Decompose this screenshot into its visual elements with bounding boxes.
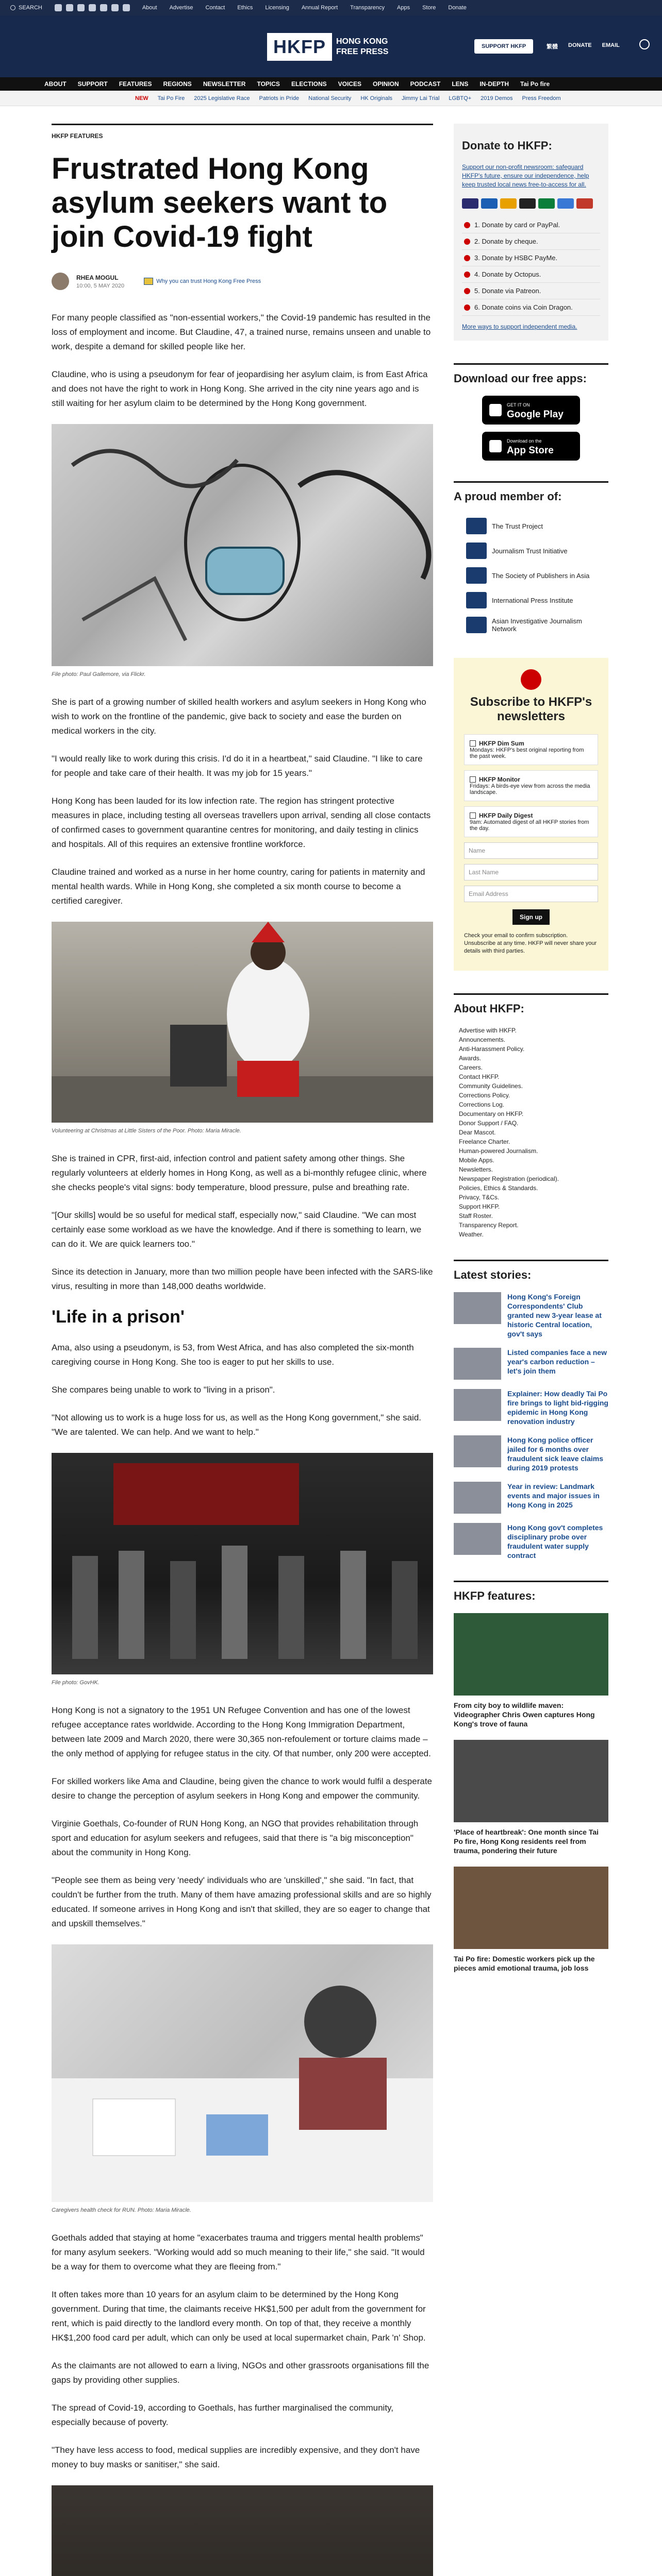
trust-link[interactable] [144, 278, 261, 285]
story-thumbnail [454, 1292, 501, 1324]
paragraph: For many people classified as "non-essential workers," the Covid-19 pandemic has resulted in the loss of employment and income. But Claudine, 47, a trained nurse, remains unseen and unable to work, despite a demand for skilled people like her. [52, 313, 431, 351]
photo-caption: File photo: GovHK. [52, 1680, 100, 1686]
nav-opinion[interactable]: OPINION [372, 80, 399, 88]
google-play-large: Google Play [507, 409, 564, 420]
trust-project-icon [144, 278, 153, 285]
story-headline: Hong Kong police officer jailed for 6 months over fraudulent sick leave claims during 2019 protests [507, 1436, 603, 1472]
feature-thumbnail [454, 1867, 608, 1949]
topbar-link-about[interactable]: About [142, 5, 157, 11]
card-icon [481, 198, 498, 209]
photo-caption: Caregivers health check for RUN. Photo: Maria Miracle. [52, 2207, 191, 2213]
publish-date: 10:00, 5 MAY 2020 [76, 282, 125, 289]
language-link[interactable]: 繁體 [547, 44, 558, 50]
search-label: SEARCH [19, 5, 42, 11]
about-item[interactable]: Donor Support / FAQ. [459, 1120, 519, 1127]
trending-item[interactable]: Patriots in Pride [259, 95, 300, 101]
latest-title: Latest stories: [454, 1260, 608, 1282]
photo-caption: File photo: Paul Gallemore, via Flickr. [52, 671, 146, 677]
trust-link-label: Why you can trust Hong Kong Free Press [156, 278, 261, 284]
site-logo[interactable] [267, 33, 388, 61]
paragraph: It often takes more than 10 years for an asylum claim to be determined by the Hong Kong government. During that time, the claimants receive HK$1,500 per adult from the government for rent, which is paid directly to the landlord every month. On top of that, they receive a monthly HK$1,200 food card per adult, which can only be used at local supermarket chain, Park 'n' Shop. [52, 2290, 426, 2343]
paragraph: For skilled workers like Ama and Claudine, being given the chance to work would fulfil a desperate desire to change the perception of asylum seekers in Hong Kong and empower the community. [52, 1776, 433, 1801]
logo-text [336, 37, 388, 57]
latest-story[interactable] [454, 1389, 608, 1426]
newsletter-name: HKFP Monitor [479, 776, 520, 783]
app-store-text [507, 436, 554, 456]
donate-option[interactable] [462, 299, 600, 316]
latest-story[interactable] [454, 1292, 608, 1338]
about-item[interactable]: Newsletters. [459, 1166, 493, 1173]
donate-title: Donate to HKFP: [462, 139, 552, 152]
about-title: About HKFP: [454, 993, 608, 1015]
member-name: Journalism Trust Initiative [492, 547, 568, 555]
donate-option-label: 5. Donate via Patreon. [474, 287, 541, 295]
about-item[interactable]: Documentary on HKFP. [459, 1110, 524, 1117]
nav-podcast[interactable]: PODCAST [410, 80, 441, 88]
member-org[interactable] [454, 613, 608, 637]
x-icon[interactable] [66, 4, 73, 11]
paragraph: Hong Kong has been lauded for its low infection rate. The region has stringent protective measures in place, including testing all overseas travellers upon arrival, sending all close contacts of confirmed cases to government quarantine centres for monitoring, and daily testing in clinics and hospitals. All of this requires an extensive frontline workforce. [52, 796, 431, 849]
donate-option-label: 6. Donate coins via Coin Dragon. [474, 303, 573, 311]
last-name-field[interactable]: Last Name [464, 864, 598, 880]
story-headline: Listed companies face a new year's carbon reduction – let's join them [507, 1348, 607, 1375]
member-org[interactable] [454, 538, 608, 563]
social-icons [55, 4, 130, 11]
newsletter-name: HKFP Daily Digest [479, 812, 533, 819]
crowd-illustration [52, 1453, 433, 1674]
nav-about[interactable]: ABOUT [44, 80, 67, 88]
byline [52, 273, 433, 290]
article-photo-crowd [52, 1453, 433, 1674]
donate-option-label: 4. Donate by Octopus. [474, 270, 541, 278]
photo-caption: Volunteering at Christmas at Little Sisters of the Poor. Photo: Maria Miracle. [52, 1128, 241, 1134]
email-field[interactable]: Email Address [464, 886, 598, 902]
member-org[interactable] [454, 514, 608, 538]
trending-item[interactable]: HK Originals [360, 95, 393, 101]
card-icon [576, 198, 593, 209]
paragraph: "Not allowing us to work is a huge loss for us, as well as the Hong Kong government," she said. "We are talented. We can help. And we want to help." [52, 1413, 421, 1437]
topbar-link-contact[interactable]: Contact [205, 5, 225, 11]
donate-bullet-icon [464, 288, 470, 294]
rss-icon[interactable] [111, 4, 119, 11]
latest-story[interactable] [454, 1348, 608, 1380]
story-headline: Hong Kong's Foreign Correspondents' Club granted new 3-year lease at historic Central location, gov't says [507, 1293, 602, 1338]
about-item[interactable]: Support HKFP. [459, 1203, 500, 1210]
logo-line-1: HONG KONG [336, 37, 388, 46]
paragraph-text: Hong Kong is not a signatory to the 1951 UN Refugee Convention and has one of the lowest refugee acceptance rates worldwide. According to the Hong Kong Immigration Department, between late 2009 and March 2020, there were 30,365 non-refoulement or torture claims made – the only method of applying for refugee status in the city. Of that number, only 200 were accepted. [52, 1705, 431, 1758]
article-title: Frustrated Hong Kong asylum seekers want to join Covid-19 fight [52, 152, 388, 253]
checkbox[interactable] [470, 740, 476, 747]
member-org[interactable] [454, 563, 608, 588]
about-item[interactable]: Contact HKFP. [459, 1073, 500, 1080]
newsletter-note: Check your email to confirm subscription. Unsubscribe at any time. HKFP will never share your details with third parties. [464, 933, 597, 954]
about-list [454, 1026, 608, 1239]
donate-option[interactable] [462, 283, 600, 299]
app-store-small: Download on the [507, 438, 542, 444]
google-play-small: GET IT ON [507, 402, 530, 408]
trending-bar [0, 91, 662, 106]
top-utility-bar [0, 0, 662, 15]
newsletter-box [454, 658, 608, 971]
donate-option-label: 3. Donate by HSBC PayMe. [474, 254, 558, 262]
email-icon[interactable] [123, 4, 130, 11]
paragraph: "I would really like to work during this crisis. I'd do it in a heartbeat," said Claudine. "I like to care for people and take care of their health. It was my job for 15 years." [52, 754, 423, 778]
features-title: HKFP features: [454, 1581, 608, 1603]
paragraph: "People see them as being very 'needy' individuals who are 'unskilled'," she said. "In fact, that couldn't be further from the truth. Many of them have amazing professional skills and are so highly educated. If someone arrives in Hong Kong and isn't that skilled, they are so eager to change that and upskill themselves." [52, 1875, 432, 1928]
feature-thumbnail [454, 1613, 608, 1696]
donate-box [454, 124, 608, 341]
donate-intro-link[interactable]: Support our non-profit newsroom: safeguard HKFP's future, ensure our independence, help keep trusted local news free-to-access for all. [462, 163, 589, 188]
trending-item[interactable]: Tai Po Fire [157, 95, 185, 101]
feature-thumbnail [454, 1740, 608, 1822]
feature-headline: From city boy to wildlife maven: Videographer Chris Owen captures Hong Kong's trove of fauna [454, 1701, 595, 1728]
donate-option-label: 2. Donate by cheque. [474, 238, 538, 245]
topbar-link-licensing[interactable]: Licensing [265, 5, 289, 11]
nav-elections[interactable]: ELECTIONS [291, 80, 327, 88]
site-header [0, 15, 662, 77]
nav-in-depth[interactable]: IN-DEPTH [479, 80, 509, 88]
email-link[interactable]: EMAIL [602, 42, 620, 48]
article-photo-graffiti [52, 424, 433, 666]
about-item[interactable]: Announcements. [459, 1036, 506, 1043]
author-name[interactable]: RHEA MOGUL [76, 274, 119, 281]
nav-lens[interactable]: LENS [452, 80, 469, 88]
card-icon [462, 198, 478, 209]
feature-story[interactable] [454, 1867, 608, 1973]
donate-bullet-icon [464, 272, 470, 278]
article [52, 124, 433, 2576]
app-store-button[interactable] [482, 432, 580, 461]
story-thumbnail [454, 1389, 501, 1421]
jti-logo [466, 543, 487, 559]
paragraph: Virginie Goethals, Co-founder of RUN Hong Kong, an NGO that provides rehabilitation through sport and education for asylum seekers and refugees, said that there is "a big misconception" about the community in Hong Kong. [52, 1819, 419, 1857]
donate-option[interactable] [462, 217, 600, 233]
author-avatar [52, 273, 69, 290]
paragraph: She is trained in CPR, first-aid, infection control and patient safety among other things. She regularly volunteers at elderly homes in Hong Kong, as well as a bi-monthly refugee clinic, where she checks people's vital signs: body temperature, blood pressure, pulse and breathing rate. [52, 1154, 427, 1192]
trending-item[interactable]: Jimmy Lai Trial [402, 95, 440, 101]
trending-new-label: NEW [135, 95, 148, 101]
signup-button[interactable]: Sign up [512, 909, 550, 925]
trending-item[interactable]: Press Freedom [522, 95, 561, 101]
section-subheading: 'Life in a prison' [52, 1307, 185, 1327]
sopa-logo [466, 567, 487, 584]
newsletter-option[interactable] [464, 734, 598, 765]
nav-regions[interactable]: REGIONS [163, 80, 192, 88]
donate-bullet-icon [464, 304, 470, 311]
about-item[interactable]: Freelance Charter. [459, 1138, 510, 1145]
trust-project-logo [466, 518, 487, 534]
about-item[interactable]: Careers. [459, 1064, 483, 1071]
member-name: The Trust Project [492, 522, 543, 530]
topbar-link-transparency[interactable]: Transparency [350, 5, 385, 11]
donate-bullet-icon [464, 239, 470, 245]
donate-option[interactable] [462, 233, 600, 250]
donate-intro [462, 163, 600, 189]
donate-bullet-icon [464, 255, 470, 261]
name-field[interactable]: Name [464, 842, 598, 859]
nav-features[interactable]: FEATURES [119, 80, 152, 88]
newsletter-option[interactable] [464, 770, 598, 801]
ipi-logo [466, 592, 487, 608]
topbar-link-store[interactable]: Store [422, 5, 436, 11]
newsletter-title: Subscribe to HKFP's newsletters [470, 695, 592, 723]
member-title: A proud member of: [454, 481, 608, 503]
latest-story[interactable] [454, 1482, 608, 1514]
member-name: The Society of Publishers in Asia [492, 571, 590, 580]
checkbox[interactable] [470, 812, 476, 819]
nav-topics[interactable]: TOPICS [257, 80, 280, 88]
about-item[interactable]: Policies, Ethics & Standards. [459, 1184, 538, 1192]
google-play-text [507, 400, 564, 420]
about-item[interactable]: Transparency Report. [459, 1222, 519, 1229]
about-item[interactable]: Dear Mascot. [459, 1129, 496, 1136]
paragraph: As the claimants are not allowed to earn a living, NGOs and other grassroots organisations fill the gaps by providing other supplies. [52, 2361, 429, 2385]
nav-tai-po-fire[interactable]: Tai Po fire [520, 80, 550, 88]
donate-link[interactable]: DONATE [568, 42, 592, 48]
google-play-button[interactable] [482, 396, 580, 425]
member-org[interactable] [454, 588, 608, 613]
paragraph: Claudine, who is using a pseudonym for fear of jeopardising her asylum claim, is from East Africa and does not have the right to work in Hong Kong. She arrived in the city nine years ago and is still waiting for her asylum claim to be determined by the Hong Kong government. [52, 369, 428, 408]
instagram-icon[interactable] [77, 4, 85, 11]
trending-item[interactable]: LGBTQ+ [449, 95, 472, 101]
about-item[interactable]: Awards. [459, 1055, 482, 1062]
paragraph: Since its detection in January, more than two million people have been infected with the SARS-like virus, resulting in more than 148,000 deaths worldwide. [52, 1267, 433, 1291]
paragraph: She is part of a growing number of skilled health workers and asylum seekers in Hong Kong who wish to work on the frontline of the pandemic, give back to society and ease the burden on medical workers in the city. [52, 697, 426, 736]
about-item[interactable]: Community Guidelines. [459, 1082, 523, 1090]
main-nav [0, 77, 662, 91]
paragraph: Goethals added that staying at home "exacerbates trauma and triggers mental health problems" for many asylum seekers. "Working would add so much meaning to their life," she said. "It would be a way for them to overcome what they are fleeing from." [52, 2233, 425, 2272]
trending-item[interactable]: 2019 Demos [481, 95, 513, 101]
newsletter-icon [521, 669, 541, 690]
more-ways-link[interactable]: More ways to support independent media. [462, 323, 577, 330]
topbar-link-advertise[interactable]: Advertise [169, 5, 193, 11]
donate-bullet-icon [464, 222, 470, 228]
app-store-large: App Store [507, 445, 554, 456]
feature-story[interactable] [454, 1740, 608, 1855]
volunteer-illustration [52, 922, 433, 1123]
latest-story[interactable] [454, 1435, 608, 1472]
feature-headline: 'Place of heartbreak': One month since Tai Po fire, Hong Kong residents reel from trauma, pondering their future [454, 1828, 599, 1855]
about-item[interactable]: Staff Roster. [459, 1212, 493, 1219]
donate-option[interactable] [462, 250, 600, 266]
about-item[interactable]: Advertise with HKFP. [459, 1027, 517, 1034]
search-icon[interactable] [639, 39, 650, 49]
telegram-icon[interactable] [100, 4, 107, 11]
topbar-link-ethics[interactable]: Ethics [237, 5, 253, 11]
about-item[interactable]: Anti-Harassment Policy. [459, 1045, 525, 1053]
card-icon [500, 198, 517, 209]
payment-cards [462, 198, 600, 209]
newsletter-name: HKFP Dim Sum [479, 740, 524, 747]
aijn-logo [466, 617, 487, 633]
member-name: Asian Investigative Journalism Network [491, 617, 582, 633]
feature-story[interactable] [454, 1613, 608, 1728]
about-item[interactable]: Corrections Log. [459, 1101, 505, 1108]
trending-item[interactable]: 2025 Legislative Race [194, 95, 250, 101]
nav-newsletter[interactable]: NEWSLETTER [203, 80, 246, 88]
health-check-illustration [52, 1944, 433, 2202]
facebook-icon[interactable] [55, 4, 62, 11]
donate-option[interactable] [462, 266, 600, 283]
search-link[interactable] [10, 5, 42, 11]
member-name: International Press Institute [492, 596, 573, 604]
story-headline: Hong Kong gov't completes disciplinary probe over fraudulent water supply contract [507, 1523, 603, 1560]
apple-icon [489, 440, 502, 452]
logo-mark: HKFP [267, 33, 332, 61]
article-photo-health-check [52, 1944, 433, 2202]
newsletter-option-header [470, 812, 592, 819]
paragraph: Ama, also using a pseudonym, is 53, from West Africa, and has also completed the six-month caregiving course in Hong Kong. She too is eager to put her skills to use. [52, 1343, 414, 1367]
topbar-link-donate[interactable]: Donate [448, 5, 467, 11]
card-icon [538, 198, 555, 209]
graffiti-illustration [52, 424, 433, 666]
newsletter-desc: 9am: Automated digest of all HKFP stories from the day. [470, 819, 589, 832]
latest-story[interactable] [454, 1523, 608, 1560]
paragraph: Claudine trained and worked as a nurse in her home country, caring for patients in maternity and mental health wards. While in Hong Kong, she completed a six month course to become a certified caregiver. [52, 867, 425, 906]
byline-text [76, 274, 124, 289]
nav-voices[interactable]: VOICES [338, 80, 361, 88]
newsletter-desc: Mondays: HKFP's best original reporting from the past week. [470, 747, 584, 759]
feature-headline: Tai Po fire: Domestic workers pick up the pieces amid emotional trauma, job loss [454, 1955, 595, 1972]
article-photo-volunteer [52, 922, 433, 1123]
story-headline: Explainer: How deadly Tai Po fire brings to light bid-rigging epidemic in Hong Kong renovation industry [507, 1389, 608, 1426]
checkbox[interactable] [470, 776, 476, 783]
paragraph: "They have less access to food, medical supplies are incredibly expensive, and they don't have money to buy masks or sanitiser," she said. [52, 2445, 420, 2469]
card-icon [557, 198, 574, 209]
newsletter-option[interactable] [464, 806, 598, 837]
newsletter-option-header [470, 740, 592, 747]
story-thumbnail [454, 1482, 501, 1514]
newsletter-desc: Fridays: A birds-eye view from across the media landscape. [470, 783, 590, 795]
paragraph: "[Our skills] would be so useful for medical staff, especially now," said Claudine. "We can most certainly ease some workload as we have the knowledge. And if there is something to learn, we can do it. We are quick learners too." [52, 1210, 422, 1249]
paragraph: She compares being unable to work to "living in a prison". [52, 1385, 275, 1395]
youtube-icon[interactable] [89, 4, 96, 11]
paragraph: The spread of Covid-19, according to Goethals, has further marginalised the community, especially because of poverty. [52, 2403, 394, 2427]
about-item[interactable]: Human-powered Journalism. [459, 1147, 538, 1155]
story-thumbnail [454, 1348, 501, 1380]
article-photo-bottom [52, 2485, 433, 2576]
nav-support[interactable]: SUPPORT [77, 80, 108, 88]
story-headline: Year in review: Landmark events and major issues in Hong Kong in 2025 [507, 1482, 600, 1509]
topbar-link-apps[interactable]: Apps [397, 5, 410, 11]
about-item[interactable]: Mobile Apps. [459, 1157, 494, 1164]
about-item[interactable]: Newspaper Registration (periodical). [459, 1175, 559, 1182]
support-hkfp-button[interactable]: SUPPORT HKFP [474, 39, 533, 54]
google-play-icon [489, 404, 502, 416]
story-thumbnail [454, 1435, 501, 1467]
about-item[interactable]: Corrections Policy. [459, 1092, 510, 1099]
paragraph [52, 1703, 433, 1761]
story-thumbnail [454, 1523, 501, 1555]
about-item[interactable]: Weather. [459, 1231, 484, 1238]
logo-line-2: FREE PRESS [336, 47, 389, 56]
header-links [547, 42, 620, 50]
apps-title: Download our free apps: [454, 363, 608, 385]
search-icon [10, 5, 15, 10]
about-item[interactable]: Privacy, T&Cs. [459, 1194, 500, 1201]
newsletter-option-header [470, 776, 592, 783]
topbar-link-annual-report[interactable]: Annual Report [301, 5, 338, 11]
trending-item[interactable]: National Security [308, 95, 352, 101]
section-label[interactable]: HKFP FEATURES [52, 124, 433, 140]
donate-option-label: 1. Donate by card or PayPal. [474, 221, 560, 229]
card-icon [519, 198, 536, 209]
sidebar [454, 124, 608, 1984]
